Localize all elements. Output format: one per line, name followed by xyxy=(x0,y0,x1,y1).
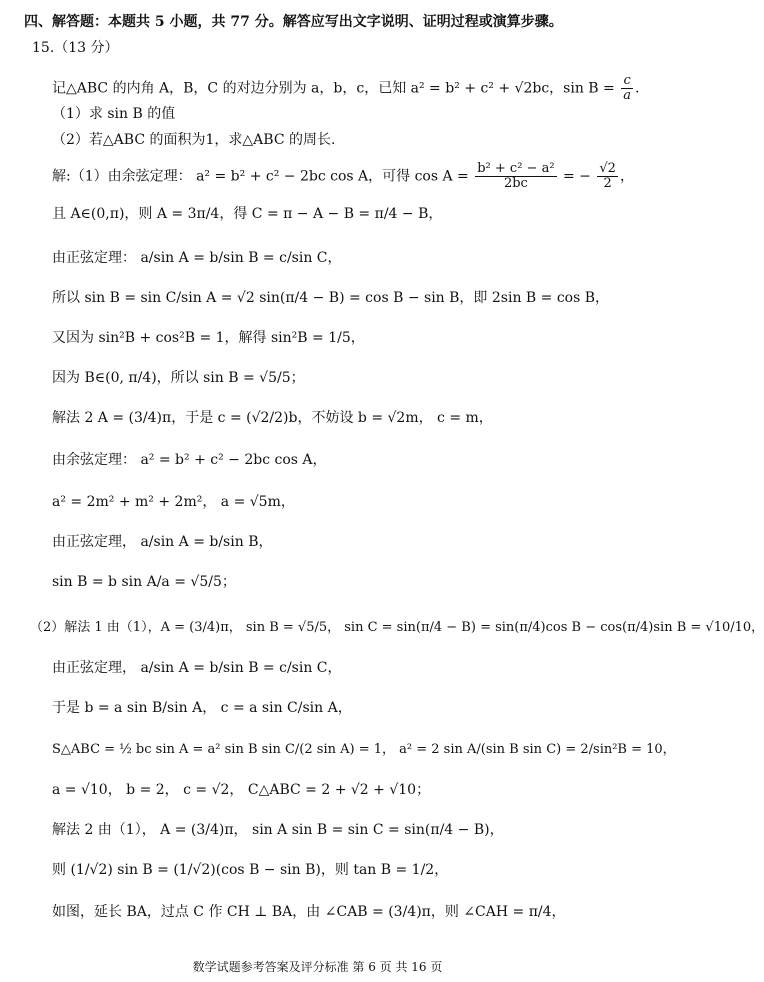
line1-frac xyxy=(475,162,556,191)
solution-line-14: 于是 b = a sin B/sin A， c = a sin C/sin A， xyxy=(52,700,352,716)
solution-line-13: 由正弦定理， a/sin A = b/sin B = c/sin C， xyxy=(52,660,342,676)
solution-line-3: 由正弦定理： a/sin A = b/sin B = c/sin C， xyxy=(52,250,342,266)
solution-line-5: 又因为 sin²B + cos²B = 1，解得 sin²B = 1/5， xyxy=(52,330,365,346)
question-1: （1）求 sin B 的值 xyxy=(52,106,176,122)
solution-line-8: 由余弦定理： a² = b² + c² − 2bc cos A， xyxy=(52,452,327,468)
stem-fraction xyxy=(621,74,633,103)
problem-stem: 记△ABC 的内角 A，B，C 的对边分别为 a，b，c，已知 a² = b² + c² + √2bc，sin B = $\frac{c}{a}$ . xyxy=(52,73,640,103)
page-footer: 数学试题参考答案及评分标准 第 6 页 共 16 页 xyxy=(192,960,443,974)
line1-den: 2bc xyxy=(503,176,528,191)
solution-line-15: S△ABC = ½ bc sin A = a² sin B sin C/(2 sin A) = 1， a² = 2 sin A/(sin B sin C) = 2/sin²B = 10， xyxy=(52,742,676,757)
solution-line-4: 所以 sin B = sin C/sin A = √2 sin(π/4 − B) = cos B − sin B，即 2sin B = cos B， xyxy=(52,290,610,306)
stem-numerator: c xyxy=(621,74,633,89)
line1-text: 解:（1）由余弦定理： a² = b² + c² − 2bc cos A，可得 cos A = xyxy=(52,168,469,185)
line1-frac2 xyxy=(597,162,618,191)
solution-line-9: a² = 2m² + m² + 2m²， a = √5m， xyxy=(52,494,295,510)
section-header: 四、解答题：本题共 5 小题，共 77 分。解答应写出文字说明、证明过程或演算步骤。 xyxy=(24,14,563,30)
solution-line-17: 解法 2 由（1）， A = (3/4)π， sin A sin B = sin C = sin(π/4 − B)， xyxy=(52,822,504,838)
solution-line-19: 如图，延长 BA，过点 C 作 CH ⊥ BA，由 ∠CAB = (3/4)π，则 ∠CAH = π/4， xyxy=(52,904,566,920)
line1-num: b² + c² − a² xyxy=(477,161,555,176)
line1-eq: = − xyxy=(563,168,591,185)
solution-line-18: 则 (1/√2) sin B = (1/√2)(cos B − sin B)，则 tan B = 1/2， xyxy=(52,862,449,878)
solution-line-2: 且 A∈(0,π)，则 A = 3π/4，得 C = π − A − B = π/4 − B， xyxy=(52,206,443,222)
solution-line-10: 由正弦定理， a/sin A = b/sin B， xyxy=(52,534,273,550)
line1-end: ， xyxy=(619,168,634,185)
stem-denominator: a xyxy=(623,88,631,103)
solution-line-11: sin B = b sin A/a = √5/5； xyxy=(52,574,236,590)
question-2: （2）若△ABC 的面积为1，求△ABC 的周长. xyxy=(52,132,336,148)
solution-line-1 xyxy=(52,162,634,191)
stem-text: 记△ABC 的内角 A，B，C 的对边分别为 a，b，c，已知 a² = b² + c² + √2bc，sin B = xyxy=(52,80,615,97)
problem-number: 15.（13 分） xyxy=(32,40,119,56)
line1-den2: 2 xyxy=(603,176,612,191)
solution-line-12: （2）解法 1 由（1），A = (3/4)π， sin B = √5/5， sin C = sin(π/4 − B) = sin(π/4)cos B − cos(π/4)sin B = √10/10， xyxy=(30,620,764,635)
solution-line-16: a = √10， b = 2， c = √2， C△ABC = 2 + √2 + √10； xyxy=(52,782,431,798)
solution-line-7: 解法 2 A = (3/4)π，于是 c = (√2/2)b，不妨设 b = √2m， c = m， xyxy=(52,410,493,426)
line1-num2: √2 xyxy=(599,161,616,176)
solution-line-6: 因为 B∈(0, π/4)，所以 sin B = √5/5； xyxy=(52,370,305,386)
